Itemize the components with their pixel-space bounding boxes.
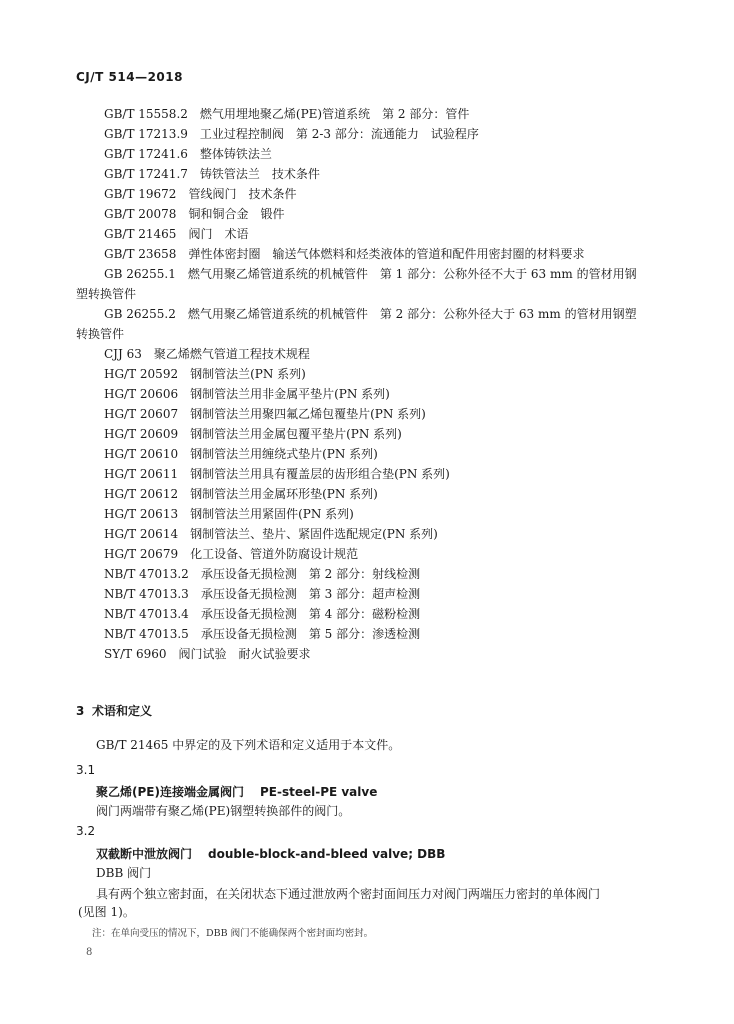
reference-code: NB/T 47013.4: [104, 607, 189, 621]
reference-item: [76, 644, 666, 664]
reference-item: [76, 164, 666, 184]
reference-title: 燃气用埋地聚乙烯(PE)管道系统 第 2 部分：管件: [199, 107, 470, 121]
reference-title: 钢制管法兰用金属环形垫(PN 系列): [190, 487, 378, 501]
reference-code: NB/T 47013.2: [104, 567, 189, 581]
reference-title: 阀门试验 耐火试验要求: [178, 647, 311, 661]
reference-code: GB 26255.1: [104, 267, 176, 281]
reference-item: [76, 104, 666, 124]
section-title-text: 术语和定义: [92, 704, 153, 718]
term-definition-line2: (见图 1)。: [78, 905, 135, 919]
reference-item: [76, 464, 666, 484]
reference-code: HG/T 20609: [104, 427, 179, 441]
reference-title: 工业过程控制阀 第 2-3 部分：流通能力 试验程序: [199, 127, 479, 141]
section-intro: GB/T 21465 中界定的及下列术语和定义适用于本文件。: [96, 738, 401, 752]
term-definition: 阀门两端带有聚乙烯(PE)钢塑转换部件的阀门。: [96, 804, 351, 818]
reference-title: 钢制管法兰用缠绕式垫片(PN 系列): [190, 447, 378, 461]
reference-title: 钢制管法兰用紧固件(PN 系列): [190, 507, 354, 521]
reference-title: 承压设备无损检测 第 2 部分：射线检测: [200, 567, 421, 581]
reference-item: [76, 264, 666, 284]
term-number: 3.1: [76, 763, 96, 777]
reference-title: 承压设备无损检测 第 5 部分：渗透检测: [200, 627, 421, 641]
note-text: 注：在单向受压的情况下，DBB 阀门不能确保两个密封面均密封。: [92, 928, 374, 939]
reference-title: 承压设备无损检测 第 3 部分：超声检测: [200, 587, 421, 601]
term-heading: [96, 845, 445, 862]
reference-code: HG/T 20614: [104, 527, 179, 541]
reference-item: [76, 124, 666, 144]
reference-code: GB/T 17241.6: [104, 147, 188, 161]
reference-code: GB/T 15558.2: [104, 107, 188, 121]
reference-code: HG/T 20679: [104, 547, 179, 561]
term-alternative: DBB 阀门: [96, 866, 152, 880]
reference-item: [76, 404, 666, 424]
reference-item: [76, 544, 666, 564]
reference-title: 阀门 术语: [188, 227, 249, 241]
reference-item: [76, 584, 666, 604]
term-chinese: 双截断中泄放阀门: [96, 847, 193, 861]
reference-item: [76, 504, 666, 524]
reference-item: [76, 624, 666, 644]
reference-code: GB/T 20078: [104, 207, 177, 221]
reference-title: 化工设备、管道外防腐设计规范: [190, 547, 359, 561]
reference-code: HG/T 20611: [104, 467, 179, 481]
reference-title: 钢制管法兰用聚四氟乙烯包覆垫片(PN 系列): [190, 407, 426, 421]
reference-code: GB 26255.2: [104, 307, 176, 321]
reference-title: 铜和铜合金 锻件: [188, 207, 285, 221]
reference-code: GB/T 19672: [104, 187, 177, 201]
reference-title: 铸铁管法兰 技术条件: [199, 167, 320, 181]
reference-item: [76, 364, 666, 384]
reference-item: [76, 344, 666, 364]
reference-title: 弹性体密封圈 输送气体燃料和烃类液体的管道和配件用密封圈的材料要求: [188, 247, 585, 261]
term-english: PE-steel-PE valve: [259, 785, 378, 799]
reference-continuation: 塑转换管件: [76, 287, 137, 301]
reference-item: [76, 524, 666, 544]
reference-item: [76, 444, 666, 464]
reference-item: [76, 144, 666, 164]
reference-continuation: 转换管件: [76, 327, 125, 341]
reference-code: CJJ 63: [104, 347, 142, 361]
reference-code: GB/T 23658: [104, 247, 177, 261]
reference-item: [76, 184, 666, 204]
reference-item: [76, 484, 666, 504]
term-chinese: 聚乙烯(PE)连接端金属阀门: [96, 785, 244, 799]
reference-item: [76, 564, 666, 584]
reference-title: 钢制管法兰(PN 系列): [190, 367, 306, 381]
term-number: 3.2: [76, 824, 96, 838]
reference-code: HG/T 20606: [104, 387, 179, 401]
section-heading: [76, 702, 152, 719]
reference-code: GB/T 21465: [104, 227, 177, 241]
reference-title: 钢制管法兰、垫片、紧固件选配规定(PN 系列): [190, 527, 438, 541]
reference-code: HG/T 20607: [104, 407, 179, 421]
reference-item: [76, 604, 666, 624]
reference-code: HG/T 20613: [104, 507, 179, 521]
standard-code-header: CJ/T 514—2018: [76, 70, 183, 84]
reference-title: 管线阀门 技术条件: [188, 187, 297, 201]
reference-title: 聚乙烯燃气管道工程技术规程: [153, 347, 310, 361]
term-definition-line1: 具有两个独立密封面，在关闭状态下通过泄放两个密封面间压力对阀门两端压力密封的单体阀门: [96, 887, 601, 901]
reference-item: [76, 224, 666, 244]
reference-code: NB/T 47013.5: [104, 627, 189, 641]
reference-item: [76, 204, 666, 224]
reference-title: 钢制管法兰用具有覆盖层的齿形组合垫(PN 系列): [190, 467, 450, 481]
reference-item: [76, 384, 666, 404]
reference-code: SY/T 6960: [104, 647, 167, 661]
term-english: double-block-and-bleed valve; DBB: [208, 847, 446, 861]
reference-code: HG/T 20592: [104, 367, 179, 381]
reference-title: 燃气用聚乙烯管道系统的机械管件 第 2 部分：公称外径大于 63 mm 的管材用钢塑: [187, 307, 637, 321]
reference-title: 钢制管法兰用金属包覆平垫片(PN 系列): [190, 427, 402, 441]
normative-references-list: [76, 104, 666, 664]
reference-code: NB/T 47013.3: [104, 587, 189, 601]
reference-title: 整体铸铁法兰: [199, 147, 272, 161]
reference-title: 钢制管法兰用非金属平垫片(PN 系列): [190, 387, 390, 401]
reference-item: [76, 304, 666, 324]
reference-title: 燃气用聚乙烯管道系统的机械管件 第 1 部分：公称外径不大于 63 mm 的管材用钢: [187, 267, 637, 281]
reference-code: GB/T 17213.9: [104, 127, 188, 141]
reference-item: [76, 424, 666, 444]
page-number: 8: [86, 947, 93, 958]
reference-code: HG/T 20612: [104, 487, 179, 501]
section-number: 3: [76, 704, 85, 718]
reference-code: GB/T 17241.7: [104, 167, 188, 181]
term-heading: [96, 783, 377, 800]
reference-item: [76, 244, 666, 264]
reference-title: 承压设备无损检测 第 4 部分：磁粉检测: [200, 607, 421, 621]
reference-code: HG/T 20610: [104, 447, 179, 461]
